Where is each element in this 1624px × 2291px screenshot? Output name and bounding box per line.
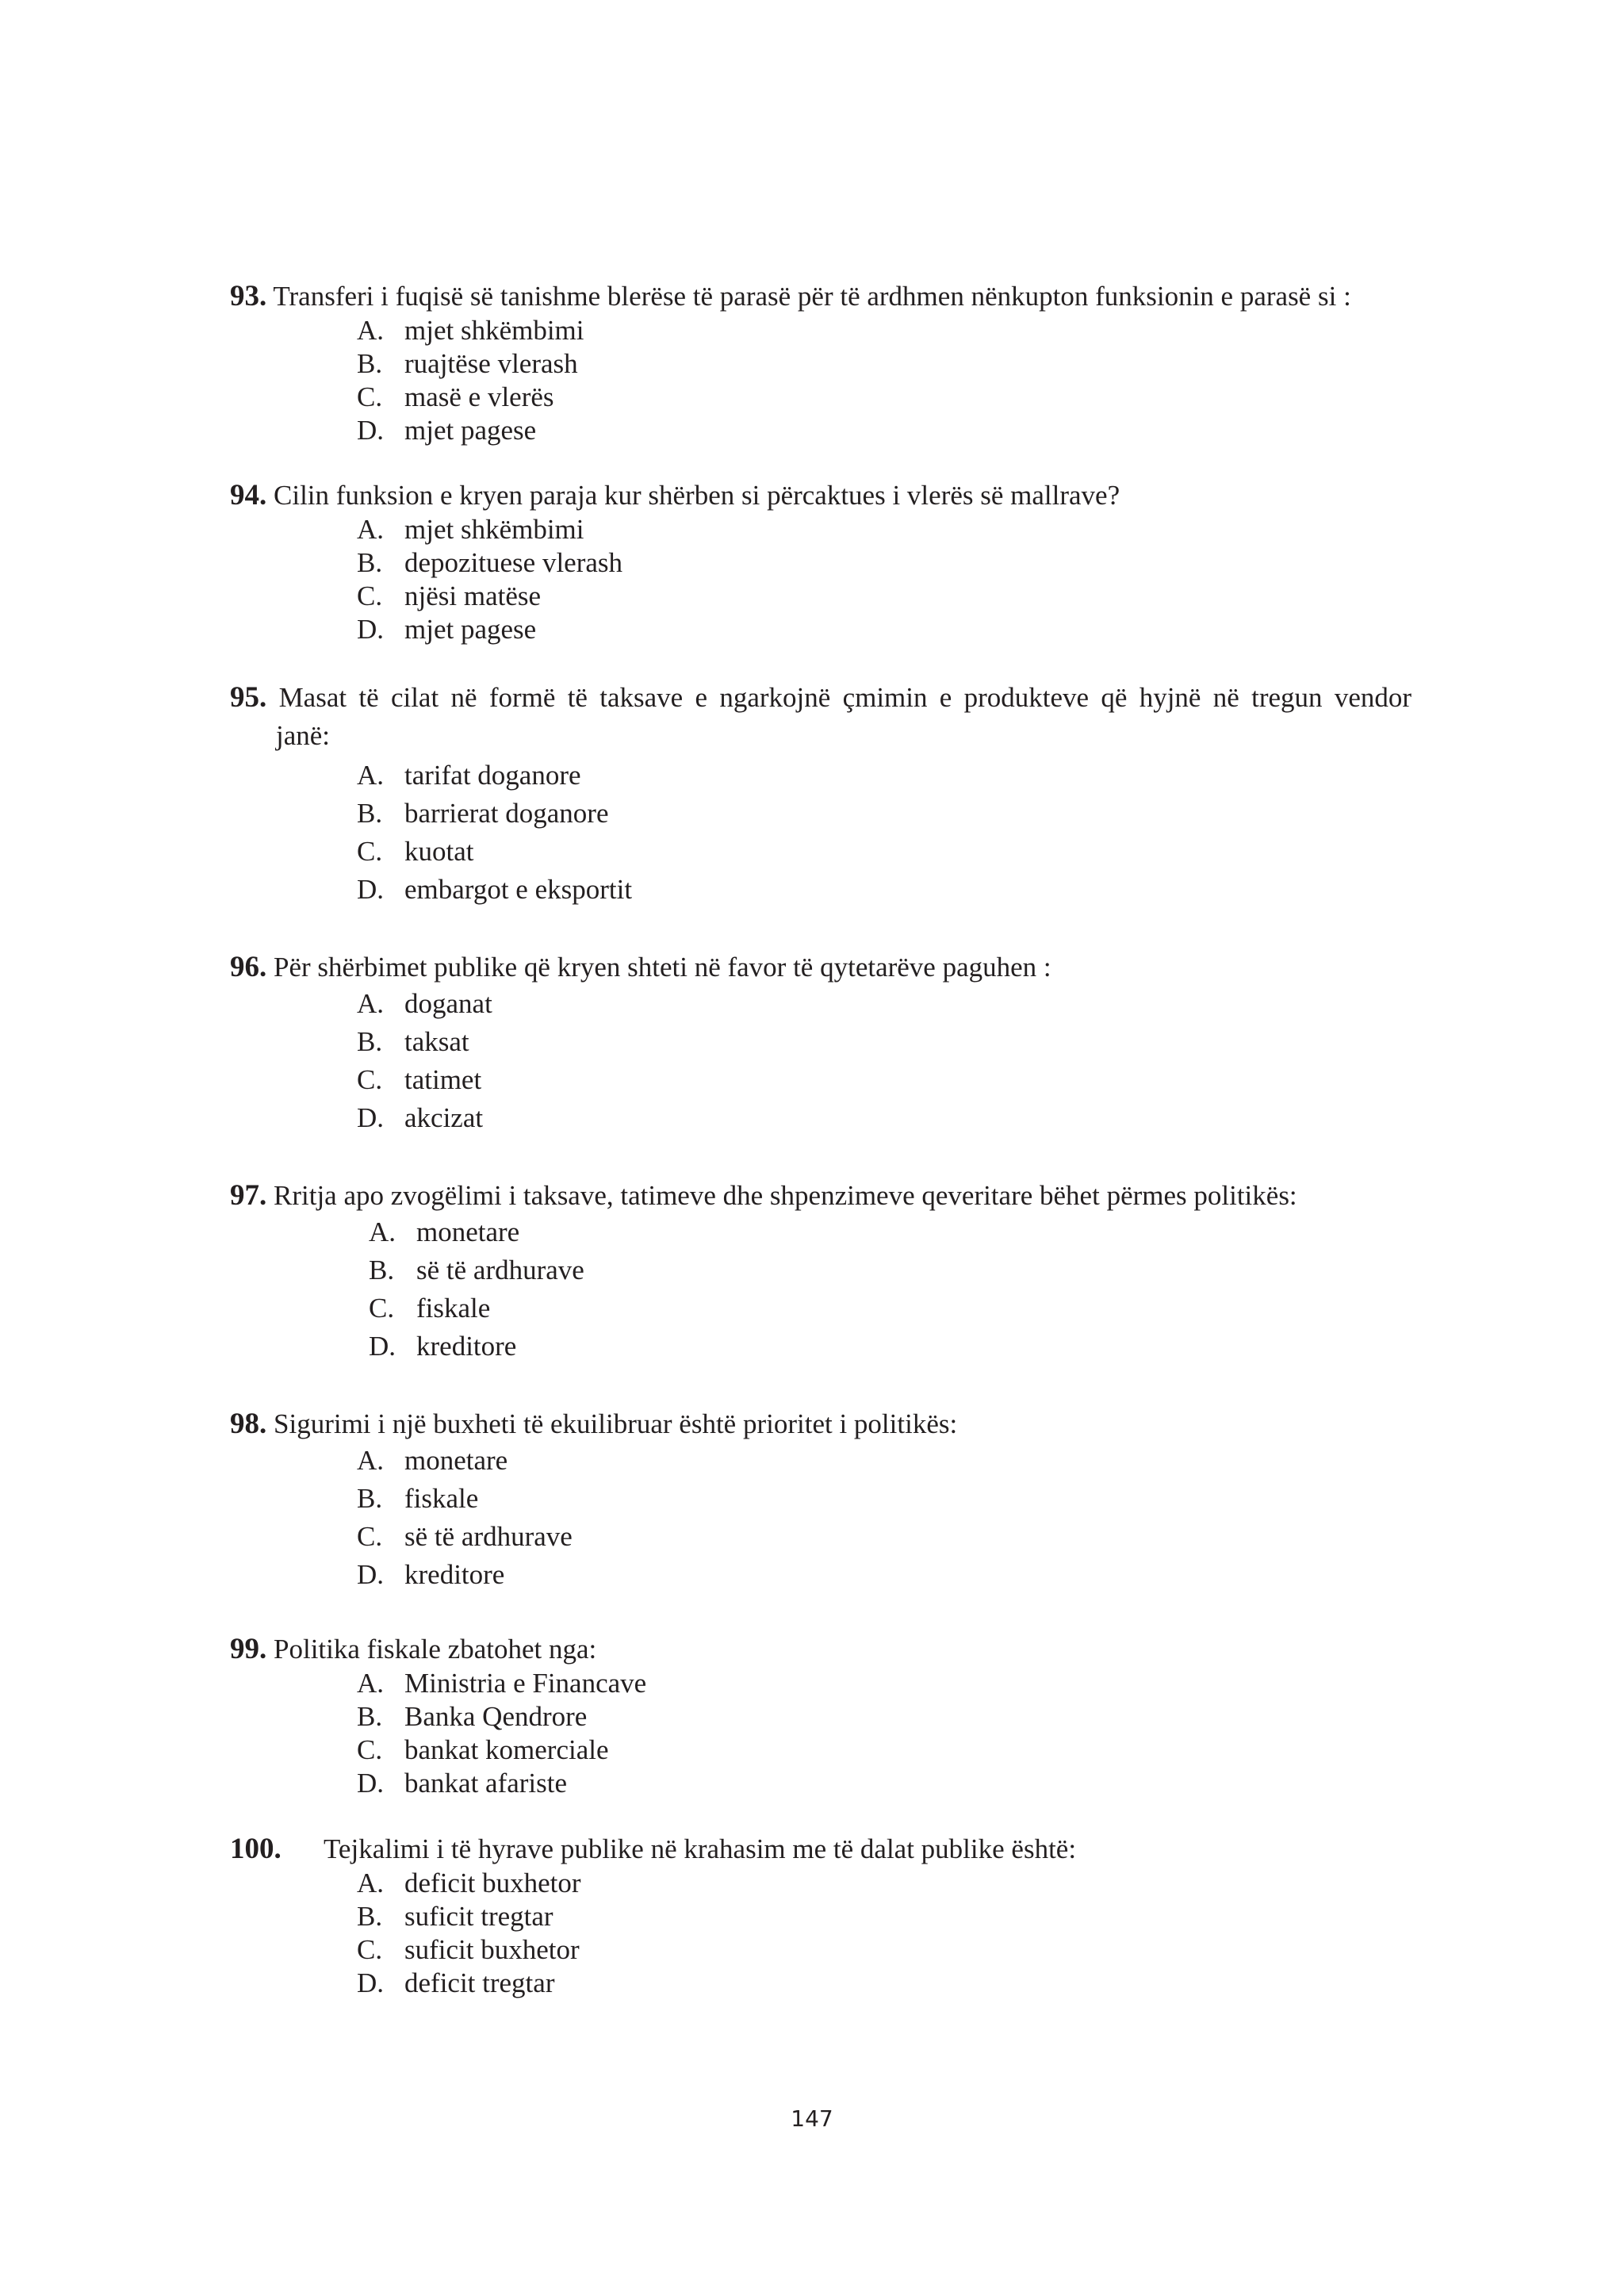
option-c (357, 1518, 1411, 1556)
option-letter: C. (357, 1064, 383, 1095)
option-c (357, 381, 1411, 414)
answer-options (357, 513, 1411, 646)
option-text: deficit buxhetor (404, 1868, 581, 1898)
option-text: mjet pagese (404, 415, 537, 446)
option-letter: C. (357, 1934, 383, 1965)
option-b (357, 1480, 1411, 1518)
option-letter: A. (357, 514, 385, 545)
question-number: 96. (230, 951, 267, 983)
answer-options (357, 1442, 1411, 1594)
option-letter: B. (357, 1483, 383, 1514)
option-text: kuotat (404, 836, 474, 867)
question-number: 93. (230, 280, 267, 312)
option-text: kreditore (416, 1331, 517, 1362)
option-text: akcizat (404, 1102, 484, 1133)
question-95 (230, 680, 1411, 909)
option-d (357, 1556, 1411, 1594)
option-text: masë e vlerës (404, 381, 554, 412)
question-text: Cilin funksion e kryen paraja kur shërben si përcaktues i vlerës së mallrave? (274, 480, 1120, 511)
option-d (357, 414, 1411, 447)
option-text: tarifat doganore (404, 760, 581, 791)
question-stem (230, 478, 1411, 513)
option-text: fiskale (404, 1483, 479, 1514)
option-letter: B. (369, 1255, 395, 1285)
option-letter: D. (357, 1967, 385, 1998)
option-text: njësi matëse (404, 580, 542, 611)
question-text-continued: janë: (276, 720, 331, 751)
option-a (357, 513, 1411, 546)
question-93 (230, 279, 1411, 447)
option-text: suficit tregtar (404, 1901, 553, 1932)
option-letter: A. (357, 1668, 385, 1699)
answer-options (357, 314, 1411, 447)
option-text: kreditore (404, 1559, 505, 1590)
option-letter: C. (357, 1734, 383, 1765)
option-a (369, 1213, 1411, 1251)
option-b (357, 1900, 1411, 1933)
option-letter: D. (357, 874, 385, 905)
option-text: Banka Qendrore (404, 1701, 588, 1732)
option-letter: C. (357, 580, 383, 611)
option-text: monetare (416, 1216, 520, 1247)
option-letter: A. (357, 1445, 385, 1476)
option-b (357, 347, 1411, 381)
option-letter: D. (357, 1102, 385, 1133)
option-a (357, 1667, 1411, 1700)
option-letter: B. (357, 798, 383, 829)
option-text: Ministria e Financave (404, 1668, 647, 1699)
option-d (357, 871, 1411, 909)
option-text: embargot e eksportit (404, 874, 633, 905)
option-letter: C. (357, 836, 383, 867)
option-text: mjet shkëmbimi (404, 514, 584, 545)
option-b (357, 795, 1411, 833)
option-letter: C. (357, 1521, 383, 1552)
option-a (357, 1442, 1411, 1480)
option-text: depozituese vlerash (404, 547, 623, 578)
option-text: doganat (404, 988, 492, 1019)
answer-options (357, 985, 1411, 1137)
question-text: Për shërbimet publike që kryen shteti në favor të qytetarëve paguhen : (274, 952, 1051, 983)
question-99 (230, 1632, 1411, 1800)
option-c (357, 580, 1411, 613)
option-letter: A. (357, 315, 385, 346)
question-97 (230, 1178, 1411, 1366)
option-d (357, 613, 1411, 646)
option-letter: C. (357, 381, 383, 412)
question-stem (230, 279, 1411, 314)
question-text: Sigurimi i një buxheti të ekuilibruar është prioritet i politikës: (274, 1408, 958, 1439)
option-d (357, 1967, 1411, 2000)
question-number: 99. (230, 1633, 267, 1665)
option-text: suficit buxhetor (404, 1934, 580, 1965)
option-letter: D. (369, 1331, 396, 1362)
option-letter: B. (357, 1901, 383, 1932)
question-number: 97. (230, 1179, 267, 1212)
option-text: deficit tregtar (404, 1967, 555, 1998)
option-text: së të ardhurave (404, 1521, 573, 1552)
option-text: bankat komerciale (404, 1734, 609, 1765)
answer-options (357, 1667, 1411, 1800)
question-stem (230, 950, 1411, 985)
question-number: 100. (230, 1833, 282, 1865)
question-text: Tejkalimi i të hyrave publike në krahasim me të dalat publike është: (324, 1833, 1077, 1864)
question-number: 95. (230, 681, 267, 714)
option-b (369, 1251, 1411, 1289)
answer-options (369, 1213, 1411, 1366)
question-stem (230, 680, 1411, 715)
option-letter: D. (357, 614, 385, 645)
question-96 (230, 950, 1411, 1137)
option-text: së të ardhurave (416, 1255, 584, 1285)
option-letter: A. (369, 1216, 396, 1247)
option-b (357, 546, 1411, 580)
question-text: Politika fiskale zbatohet nga: (274, 1634, 597, 1665)
option-text: bankat afariste (404, 1768, 568, 1799)
option-letter: A. (357, 1868, 385, 1898)
option-text: ruajtëse vlerash (404, 348, 578, 379)
option-text: mjet shkëmbimi (404, 315, 584, 346)
question-100 (230, 1832, 1411, 2000)
option-c (357, 833, 1411, 871)
question-stem (230, 1407, 1411, 1442)
option-letter: C. (369, 1293, 395, 1324)
question-98 (230, 1407, 1411, 1594)
option-letter: B. (357, 1026, 383, 1057)
option-text: taksat (404, 1026, 469, 1057)
option-c (357, 1061, 1411, 1099)
option-letter: D. (357, 1768, 385, 1799)
option-d (357, 1767, 1411, 1800)
question-text: Transferi i fuqisë së tanishme blerëse të parasë për të ardhmen nënkupton funksionin e parasë si : (273, 281, 1351, 312)
option-d (369, 1327, 1411, 1366)
question-text: Masat të cilat në formë të taksave e ngarkojnë çmimin e produkteve që hyjnë në tregun vendor (278, 682, 1412, 713)
option-d (357, 1099, 1411, 1137)
option-text: monetare (404, 1445, 508, 1476)
option-c (369, 1289, 1411, 1327)
question-number: 94. (230, 479, 267, 511)
question-number: 98. (230, 1408, 267, 1440)
option-text: tatimet (404, 1064, 482, 1095)
option-a (357, 314, 1411, 347)
option-letter: B. (357, 348, 383, 379)
answer-options (357, 1867, 1411, 2000)
page-number: 147 (791, 2105, 833, 2132)
option-c (357, 1734, 1411, 1767)
answer-options (357, 757, 1411, 909)
option-letter: A. (357, 760, 385, 791)
question-stem (230, 1632, 1411, 1667)
option-letter: B. (357, 1701, 383, 1732)
question-94 (230, 478, 1411, 646)
question-stem (230, 1178, 1411, 1213)
option-letter: B. (357, 547, 383, 578)
option-letter: D. (357, 415, 385, 446)
question-text: Rritja apo zvogëlimi i taksave, tatimeve dhe shpenzimeve qeveritare bëhet përmes politikës: (274, 1180, 1297, 1211)
option-text: barrierat doganore (404, 798, 609, 829)
option-a (357, 1867, 1411, 1900)
option-letter: D. (357, 1559, 385, 1590)
option-a (357, 985, 1411, 1023)
question-stem (230, 1832, 1411, 1867)
option-text: fiskale (416, 1293, 491, 1324)
option-text: mjet pagese (404, 614, 537, 645)
option-b (357, 1700, 1411, 1734)
option-letter: A. (357, 988, 385, 1019)
option-b (357, 1023, 1411, 1061)
option-a (357, 757, 1411, 795)
option-c (357, 1933, 1411, 1967)
